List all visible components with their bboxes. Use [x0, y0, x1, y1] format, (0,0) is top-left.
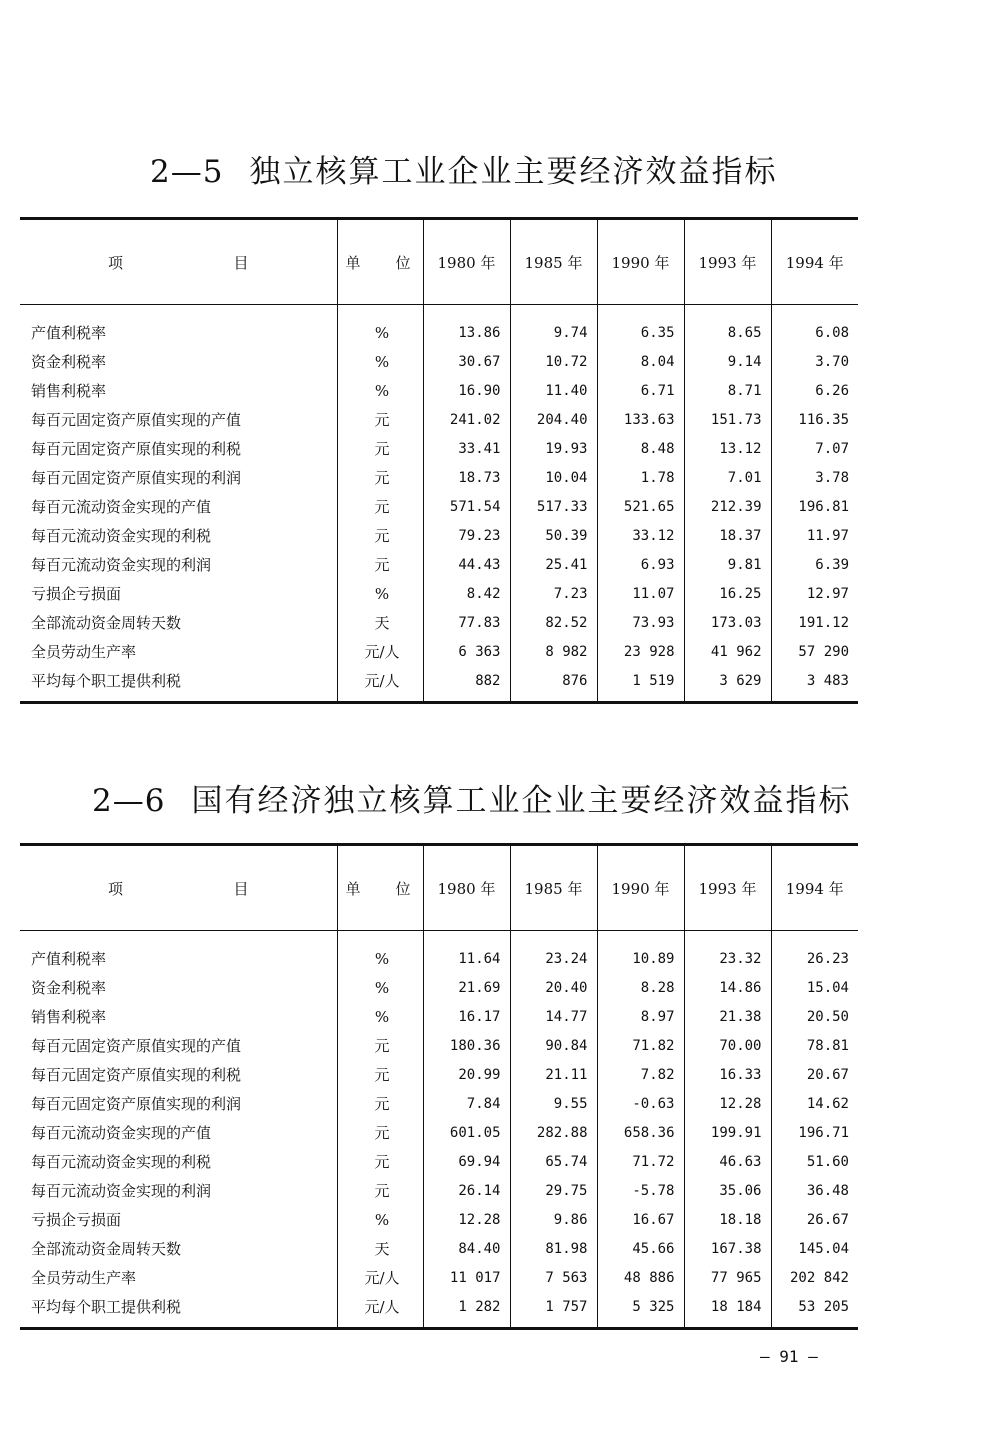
table-row — [20, 1147, 858, 1176]
row-value: 6.39 — [771, 550, 858, 579]
row-unit: % — [337, 944, 423, 973]
row-value: 8.28 — [597, 973, 684, 1002]
row-value: 10.89 — [597, 944, 684, 973]
row-value: 11.07 — [597, 579, 684, 608]
row-value: 1.78 — [597, 463, 684, 492]
table-row — [20, 376, 858, 405]
row-value: -0.63 — [597, 1089, 684, 1118]
row-value: 20.99 — [423, 1060, 510, 1089]
row-value: 9.55 — [510, 1089, 597, 1118]
row-value: 18 184 — [684, 1292, 771, 1329]
row-value: 21.38 — [684, 1002, 771, 1031]
row-value: 6.26 — [771, 376, 858, 405]
row-value: 12.97 — [771, 579, 858, 608]
row-unit: 元 — [337, 492, 423, 521]
row-value: 6 363 — [423, 637, 510, 666]
table1-number: 2—5 — [150, 154, 224, 190]
row-value: 29.75 — [510, 1176, 597, 1205]
row-value: 151.73 — [684, 405, 771, 434]
row-value: 53 205 — [771, 1292, 858, 1329]
row-value: 20.40 — [510, 973, 597, 1002]
row-value: 14.62 — [771, 1089, 858, 1118]
row-value: 14.86 — [684, 973, 771, 1002]
table2-header-item: 项 目 — [20, 845, 337, 931]
row-value: 6.08 — [771, 318, 858, 347]
table-row — [20, 666, 858, 703]
row-value: -5.78 — [597, 1176, 684, 1205]
row-value: 204.40 — [510, 405, 597, 434]
row-value: 601.05 — [423, 1118, 510, 1147]
row-value: 8.97 — [597, 1002, 684, 1031]
row-label: 每百元流动资金实现的利润 — [31, 1182, 212, 1200]
row-value: 69.94 — [423, 1147, 510, 1176]
row-value: 71.82 — [597, 1031, 684, 1060]
row-value: 7.84 — [423, 1089, 510, 1118]
table1-header-item: 项 目 — [20, 219, 337, 305]
row-unit: 元/人 — [337, 1292, 423, 1329]
table1-header-unit: 单 位 — [337, 219, 423, 305]
table-row — [20, 1002, 858, 1031]
row-unit: % — [337, 1205, 423, 1234]
row-unit: % — [337, 376, 423, 405]
row-value: 7.23 — [510, 579, 597, 608]
row-value: 12.28 — [684, 1089, 771, 1118]
table-row — [20, 347, 858, 376]
row-value: 173.03 — [684, 608, 771, 637]
table-row — [20, 521, 858, 550]
row-value: 658.36 — [597, 1118, 684, 1147]
row-value: 82.52 — [510, 608, 597, 637]
row-label: 亏损企亏损面 — [31, 1211, 122, 1229]
row-value: 19.93 — [510, 434, 597, 463]
row-value: 13.86 — [423, 318, 510, 347]
row-value: 26.23 — [771, 944, 858, 973]
row-value: 167.38 — [684, 1234, 771, 1263]
row-value: 70.00 — [684, 1031, 771, 1060]
row-value: 571.54 — [423, 492, 510, 521]
row-value: 12.28 — [423, 1205, 510, 1234]
row-unit: 元 — [337, 405, 423, 434]
row-label: 每百元流动资金实现的产值 — [31, 498, 212, 516]
row-value: 180.36 — [423, 1031, 510, 1060]
row-value: 46.63 — [684, 1147, 771, 1176]
row-value: 44.43 — [423, 550, 510, 579]
table2-header-year: 1985 年 — [510, 845, 597, 931]
row-value: 517.33 — [510, 492, 597, 521]
row-value: 196.71 — [771, 1118, 858, 1147]
row-unit: 元 — [337, 1176, 423, 1205]
row-label: 每百元固定资产原值实现的利税 — [31, 440, 242, 458]
row-unit: 元 — [337, 1118, 423, 1147]
row-value: 11.40 — [510, 376, 597, 405]
row-unit: % — [337, 973, 423, 1002]
table2-title — [92, 775, 851, 820]
row-value: 8.48 — [597, 434, 684, 463]
row-value: 57 290 — [771, 637, 858, 666]
row-value: 23.24 — [510, 944, 597, 973]
row-value: 41 962 — [684, 637, 771, 666]
row-value: 73.93 — [597, 608, 684, 637]
row-label: 平均每个职工提供利税 — [31, 672, 182, 690]
row-unit: 元 — [337, 550, 423, 579]
row-unit: 元 — [337, 434, 423, 463]
table-row — [20, 492, 858, 521]
row-unit: 元 — [337, 1147, 423, 1176]
table2-header-year: 1994 年 — [771, 845, 858, 931]
row-value: 65.74 — [510, 1147, 597, 1176]
table1-header-row — [20, 219, 858, 305]
row-value: 11.97 — [771, 521, 858, 550]
row-value: 18.73 — [423, 463, 510, 492]
row-unit: 元/人 — [337, 1263, 423, 1292]
row-label: 每百元流动资金实现的利税 — [31, 1153, 212, 1171]
row-unit: 元 — [337, 1031, 423, 1060]
row-value: 8.04 — [597, 347, 684, 376]
table2-header-row — [20, 845, 858, 931]
row-value: 77 965 — [684, 1263, 771, 1292]
row-label: 销售利税率 — [31, 382, 107, 400]
row-value: 199.91 — [684, 1118, 771, 1147]
row-label: 全部流动资金周转天数 — [31, 1240, 182, 1258]
row-label: 资金利税率 — [31, 353, 107, 371]
row-value: 1 282 — [423, 1292, 510, 1329]
table-row — [20, 550, 858, 579]
row-unit: 元 — [337, 1089, 423, 1118]
table2-header-unit: 单 位 — [337, 845, 423, 931]
row-label: 产值利税率 — [31, 324, 107, 342]
row-unit: % — [337, 347, 423, 376]
spacer-row — [20, 305, 858, 319]
table1-body — [20, 305, 858, 703]
row-unit: % — [337, 318, 423, 347]
page-number: — 91 — — [760, 1347, 818, 1366]
row-value: 3.70 — [771, 347, 858, 376]
row-value: 6.93 — [597, 550, 684, 579]
row-value: 14.77 — [510, 1002, 597, 1031]
table-row — [20, 1234, 858, 1263]
row-unit: % — [337, 579, 423, 608]
table1-header-year: 1994 年 — [771, 219, 858, 305]
row-value: 282.88 — [510, 1118, 597, 1147]
row-value: 77.83 — [423, 608, 510, 637]
row-value: 11 017 — [423, 1263, 510, 1292]
row-value: 79.23 — [423, 521, 510, 550]
row-value: 26.14 — [423, 1176, 510, 1205]
row-value: 26.67 — [771, 1205, 858, 1234]
row-value: 7 563 — [510, 1263, 597, 1292]
table-row — [20, 1176, 858, 1205]
table1-header-year: 1990 年 — [597, 219, 684, 305]
row-value: 1 519 — [597, 666, 684, 703]
table-row — [20, 1060, 858, 1089]
row-value: 10.72 — [510, 347, 597, 376]
row-value: 133.63 — [597, 405, 684, 434]
row-unit: 元 — [337, 521, 423, 550]
row-value: 71.72 — [597, 1147, 684, 1176]
row-value: 212.39 — [684, 492, 771, 521]
row-label: 每百元固定资产原值实现的利税 — [31, 1066, 242, 1084]
row-value: 3.78 — [771, 463, 858, 492]
row-value: 241.02 — [423, 405, 510, 434]
table1-title — [150, 146, 777, 191]
row-value: 23.32 — [684, 944, 771, 973]
row-value: 25.41 — [510, 550, 597, 579]
row-value: 23 928 — [597, 637, 684, 666]
row-value: 16.90 — [423, 376, 510, 405]
table1-header-year: 1993 年 — [684, 219, 771, 305]
row-value: 9.14 — [684, 347, 771, 376]
row-label: 资金利税率 — [31, 979, 107, 997]
row-value: 45.66 — [597, 1234, 684, 1263]
row-value: 20.50 — [771, 1002, 858, 1031]
row-value: 16.17 — [423, 1002, 510, 1031]
table2 — [20, 843, 858, 1330]
row-value: 35.06 — [684, 1176, 771, 1205]
row-value: 882 — [423, 666, 510, 703]
row-value: 10.04 — [510, 463, 597, 492]
row-value: 145.04 — [771, 1234, 858, 1263]
row-unit: 元 — [337, 1060, 423, 1089]
row-value: 3 483 — [771, 666, 858, 703]
row-value: 6.71 — [597, 376, 684, 405]
row-value: 202 842 — [771, 1263, 858, 1292]
row-label: 平均每个职工提供利税 — [31, 1298, 182, 1316]
table-row — [20, 579, 858, 608]
table-row — [20, 973, 858, 1002]
table-row — [20, 405, 858, 434]
row-value: 521.65 — [597, 492, 684, 521]
row-value: 9.74 — [510, 318, 597, 347]
row-value: 21.69 — [423, 973, 510, 1002]
row-value: 21.11 — [510, 1060, 597, 1089]
row-value: 8.42 — [423, 579, 510, 608]
row-value: 48 886 — [597, 1263, 684, 1292]
row-value: 20.67 — [771, 1060, 858, 1089]
row-value: 36.48 — [771, 1176, 858, 1205]
table-row — [20, 637, 858, 666]
row-label: 每百元流动资金实现的产值 — [31, 1124, 212, 1142]
table2-header-year: 1980 年 — [423, 845, 510, 931]
row-value: 50.39 — [510, 521, 597, 550]
table-row — [20, 463, 858, 492]
row-unit: 元/人 — [337, 666, 423, 703]
row-value: 191.12 — [771, 608, 858, 637]
row-value: 11.64 — [423, 944, 510, 973]
row-value: 90.84 — [510, 1031, 597, 1060]
table-row — [20, 1118, 858, 1147]
table1-header-year: 1985 年 — [510, 219, 597, 305]
table-row — [20, 608, 858, 637]
spacer-row — [20, 931, 858, 945]
table-row — [20, 1205, 858, 1234]
row-value: 18.37 — [684, 521, 771, 550]
row-value: 1 757 — [510, 1292, 597, 1329]
row-label: 每百元固定资产原值实现的利润 — [31, 1095, 242, 1113]
row-value: 30.67 — [423, 347, 510, 376]
row-value: 16.25 — [684, 579, 771, 608]
row-value: 116.35 — [771, 405, 858, 434]
row-value: 6.35 — [597, 318, 684, 347]
row-value: 84.40 — [423, 1234, 510, 1263]
row-value: 13.12 — [684, 434, 771, 463]
row-value: 15.04 — [771, 973, 858, 1002]
row-label: 销售利税率 — [31, 1008, 107, 1026]
row-value: 8.65 — [684, 318, 771, 347]
row-value: 78.81 — [771, 1031, 858, 1060]
row-value: 9.86 — [510, 1205, 597, 1234]
table-row — [20, 1089, 858, 1118]
row-value: 33.41 — [423, 434, 510, 463]
row-label: 全部流动资金周转天数 — [31, 614, 182, 632]
row-unit: 元/人 — [337, 637, 423, 666]
row-value: 8.71 — [684, 376, 771, 405]
row-label: 每百元固定资产原值实现的产值 — [31, 411, 242, 429]
row-value: 7.01 — [684, 463, 771, 492]
table1 — [20, 217, 858, 704]
table-row — [20, 1031, 858, 1060]
row-value: 5 325 — [597, 1292, 684, 1329]
row-unit: % — [337, 1002, 423, 1031]
table2-body — [20, 931, 858, 1329]
row-label: 亏损企亏损面 — [31, 585, 122, 603]
row-label: 每百元固定资产原值实现的产值 — [31, 1037, 242, 1055]
row-unit: 元 — [337, 463, 423, 492]
row-value: 196.81 — [771, 492, 858, 521]
row-value: 16.33 — [684, 1060, 771, 1089]
table1-title-text: 独立核算工业企业主要经济效益指标 — [249, 154, 778, 190]
row-value: 8 982 — [510, 637, 597, 666]
row-value: 7.82 — [597, 1060, 684, 1089]
row-value: 7.07 — [771, 434, 858, 463]
table2-number: 2—6 — [92, 783, 166, 819]
row-label: 产值利税率 — [31, 950, 107, 968]
row-value: 81.98 — [510, 1234, 597, 1263]
table-row — [20, 434, 858, 463]
table1-header-year: 1980 年 — [423, 219, 510, 305]
table2-header-year: 1993 年 — [684, 845, 771, 931]
table-row — [20, 1263, 858, 1292]
table-row — [20, 1292, 858, 1329]
row-unit: 天 — [337, 608, 423, 637]
row-label: 全员劳动生产率 — [31, 1269, 137, 1287]
row-label: 每百元流动资金实现的利润 — [31, 556, 212, 574]
row-label: 每百元固定资产原值实现的利润 — [31, 469, 242, 487]
row-value: 51.60 — [771, 1147, 858, 1176]
row-label: 全员劳动生产率 — [31, 643, 137, 661]
row-value: 3 629 — [684, 666, 771, 703]
row-value: 876 — [510, 666, 597, 703]
table-row — [20, 318, 858, 347]
table2-title-text: 国有经济独立核算工业企业主要经济效益指标 — [191, 783, 852, 819]
row-value: 9.81 — [684, 550, 771, 579]
row-value: 33.12 — [597, 521, 684, 550]
table2-header-year: 1990 年 — [597, 845, 684, 931]
row-value: 18.18 — [684, 1205, 771, 1234]
row-label: 每百元流动资金实现的利税 — [31, 527, 212, 545]
row-unit: 天 — [337, 1234, 423, 1263]
table-row — [20, 944, 858, 973]
row-value: 16.67 — [597, 1205, 684, 1234]
